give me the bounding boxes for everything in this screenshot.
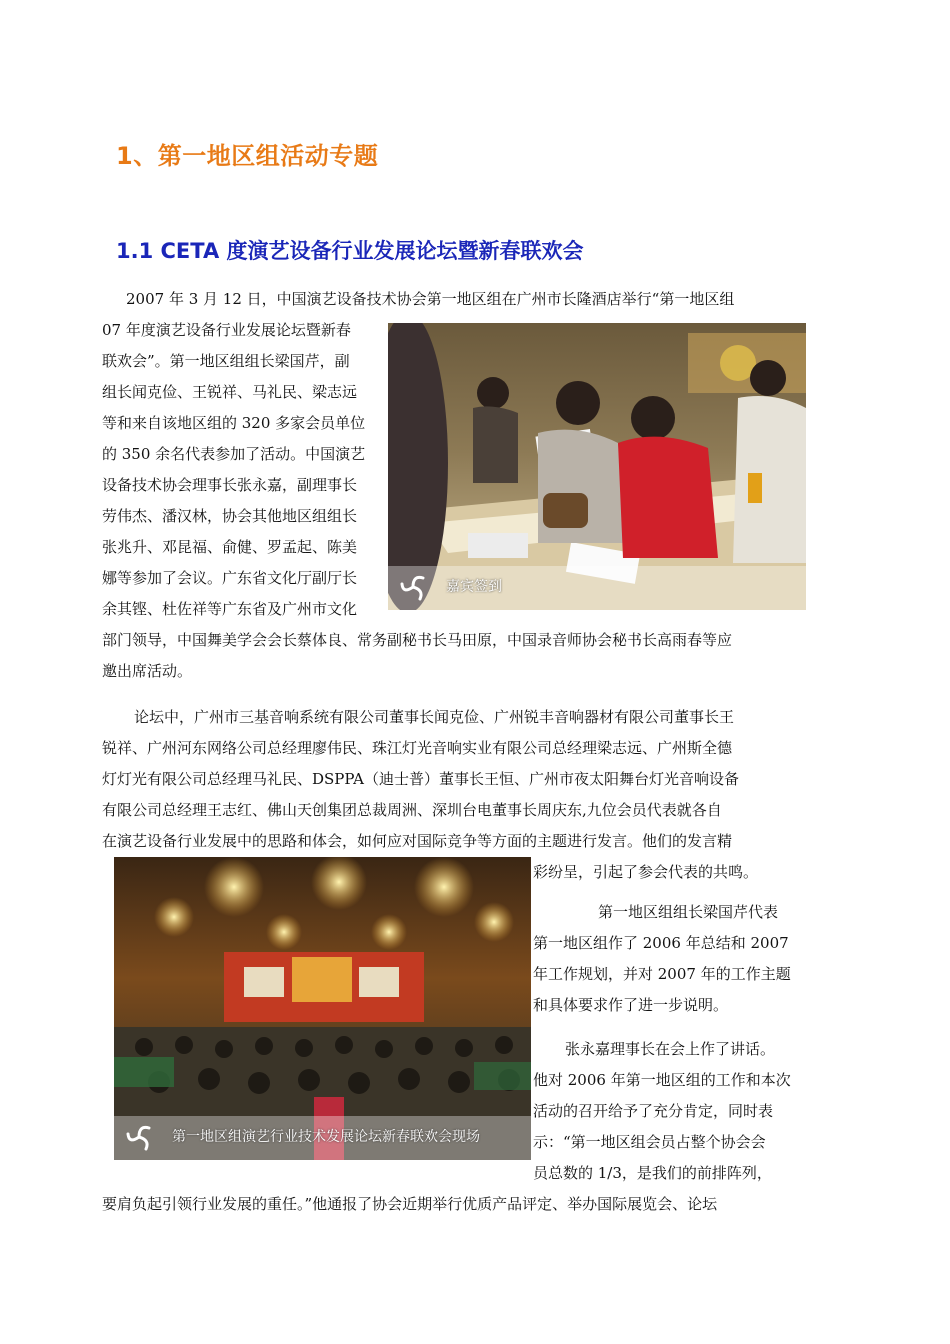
paragraph-line: 劳伟杰、潘汉林，协会其他地区组组长	[102, 507, 358, 525]
paragraph-line: 在演艺设备行业发展中的思路和体会，如何应对国际竞争等方面的主题进行发言。他们的发言精	[102, 832, 733, 850]
paragraph-line: 他对 2006 年第一地区组的工作和本次	[533, 1071, 791, 1089]
paragraph-line: 员总数的 1/3，是我们的前排阵列，	[533, 1164, 772, 1182]
paragraph-line: 张永嘉理事长在会上作了讲话。	[565, 1040, 776, 1058]
paragraph-line: 设备技术协会理事长张永嘉，副理事长	[102, 476, 358, 494]
subsection-heading: 1.1 CETA 度演艺设备行业发展论坛暨新春联欢会	[116, 239, 584, 263]
paragraph-line: 第一地区组组长梁国芹代表	[598, 903, 779, 921]
paragraph-line: 和具体要求作了进一步说明。	[533, 996, 729, 1014]
photo-caption: 第一地区组演艺行业技术发展论坛新春联欢会现场	[172, 1129, 480, 1145]
paragraph-line: 的 350 余名代表参加了活动。中国演艺	[102, 445, 366, 463]
paragraph-line: 部门领导，中国舞美学会会长蔡体良、常务副秘书长马田原，中国录音师协会秘书长高雨春等应	[102, 631, 733, 649]
paragraph-line: 邀出席活动。	[102, 662, 193, 680]
photo-forum-venue	[114, 857, 531, 1160]
paragraph-line: 第一地区组作了 2006 年总结和 2007	[533, 934, 789, 952]
spiral-logo-icon	[398, 572, 428, 602]
paragraph-line: 要肩负起引领行业发展的重任。”他通报了协会近期举行优质产品评定、举办国际展览会、论坛	[102, 1195, 718, 1213]
paragraph-line: 2007 年 3 月 12 日，中国演艺设备技术协会第一地区组在广州市长隆酒店举行“第一地区组	[126, 290, 735, 308]
paragraph-line: 联欢会”。第一地区组组长梁国芹，副	[102, 352, 350, 370]
paragraph-line: 锐祥、广州河东网络公司总经理廖伟民、珠江灯光音响实业有限公司总经理梁志远、广州斯全德	[102, 739, 733, 757]
paragraph-line: 年工作规划，并对 2007 年的工作主题	[533, 965, 791, 983]
paragraph-line: 彩纷呈，引起了参会代表的共鸣。	[533, 863, 759, 881]
paragraph-line: 有限公司总经理王志红、佛山天创集团总裁周洲、深圳台电董事长周庆东,九位会员代表就各自	[102, 801, 722, 819]
paragraph-line: 余其铿、杜佐祥等广东省及广州市文化	[102, 600, 358, 618]
paragraph-line: 张兆升、邓昆福、俞健、罗孟起、陈美	[102, 538, 358, 556]
paragraph-line: 论坛中，广州市三基音响系统有限公司董事长闻克俭、广州锐丰音响器材有限公司董事长王	[134, 708, 735, 726]
photo-caption: 嘉宾签到	[446, 579, 502, 595]
paragraph-line: 等和来自该地区组的 320 多家会员单位	[102, 414, 366, 432]
paragraph-line: 活动的召开给予了充分肯定，同时表	[533, 1102, 774, 1120]
spiral-logo-icon	[124, 1122, 154, 1152]
paragraph-line: 灯灯光有限公司总经理马礼民、DSPPA（迪士普）董事长王恒、广州市夜太阳舞台灯光音响设备	[102, 770, 739, 788]
paragraph-line: 组长闻克俭、王锐祥、马礼民、梁志远	[102, 383, 358, 401]
photo-guest-signin	[388, 323, 806, 610]
section-heading: 1、第一地区组活动专题	[116, 142, 379, 170]
paragraph-line: 07 年度演艺设备行业发展论坛暨新春	[102, 321, 351, 339]
paragraph-line: 娜等参加了会议。广东省文化厅副厅长	[102, 569, 358, 587]
paragraph-line: 示：“第一地区组会员占整个协会会	[533, 1133, 766, 1151]
